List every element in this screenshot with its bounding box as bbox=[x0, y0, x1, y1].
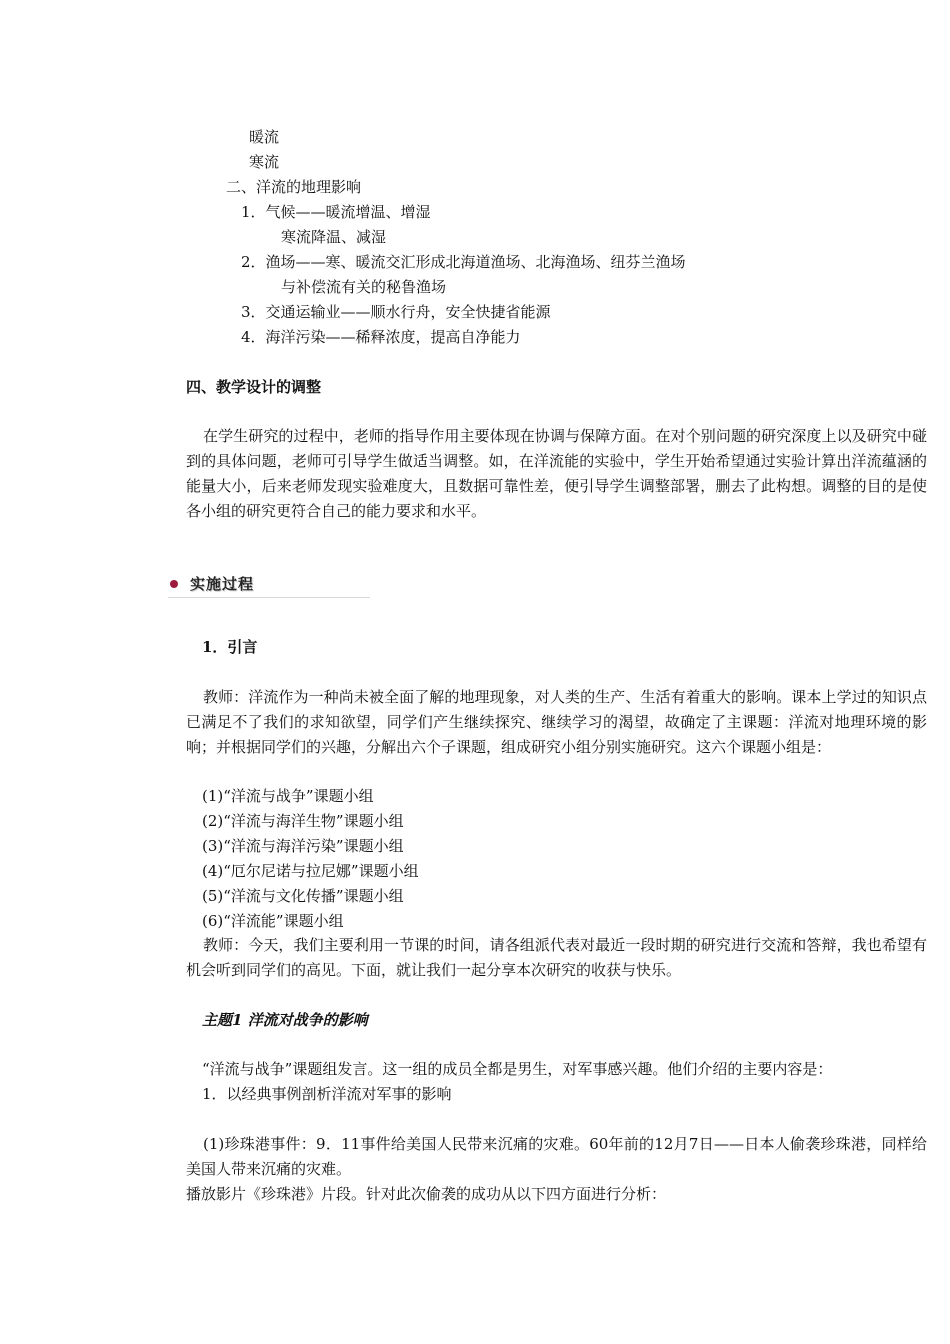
outline-item-fishery-peru: 与补偿流有关的秘鲁渔场 bbox=[281, 278, 447, 296]
topic1-subheading: 1．以经典事例剖析洋流对军事的影响 bbox=[202, 1085, 452, 1103]
section4-paragraph: 在学生研究的过程中，老师的指导作用主要体现在协调与保障方面。在对个别问题的研究深度上以及研究中碰到的具体问题，老师可引导学生做适当调整。如，在洋流能的实验中，学生开始希望通过实验计算出洋流蕴涵的能量大小，后来老师发现实验难度大，且数据可靠性差，便引导学生调整部署，删去了此构想。调整的目的是使各小组的研究更符合自己的能力要求和水平。 bbox=[186, 427, 927, 520]
implementation-banner-label: 实施过程 bbox=[190, 575, 255, 593]
group-item: (2)“洋流与海洋生物”课题小组 bbox=[202, 812, 404, 830]
topic1-intro-line: “洋流与战争”课题组发言。这一组的成员全都是男生，对军事感兴趣。他们介绍的主要内容是： bbox=[202, 1060, 833, 1078]
outline-heading-2: 二、洋流的地理影响 bbox=[226, 178, 362, 196]
group-item: (4)“厄尔尼诺与拉尼娜”课题小组 bbox=[202, 862, 419, 880]
group-item: (3)“洋流与海洋污染”课题小组 bbox=[202, 837, 404, 855]
pearl-harbor-paragraph: (1)珍珠港事件：9．11事件给美国人民带来沉痛的灾难。60年前的12月7日——日本人偷袭珍珠港，同样给美国人带来沉痛的灾难。 bbox=[186, 1135, 927, 1178]
outline-warm-current: 暖流 bbox=[249, 128, 280, 146]
group-item: (1)“洋流与战争”课题小组 bbox=[202, 787, 374, 805]
outline-item-climate-cold: 寒流降温、减湿 bbox=[281, 228, 387, 246]
film-analysis-line: 播放影片《珍珠港》片段。针对此次偷袭的成功从以下四方面进行分析： bbox=[186, 1185, 667, 1203]
intro-heading: 1．引言 bbox=[202, 638, 258, 656]
outline-item-pollution: 4．海洋污染——稀释浓度，提高自净能力 bbox=[241, 328, 521, 346]
bullet-icon bbox=[170, 580, 178, 588]
outline-cold-current: 寒流 bbox=[249, 153, 280, 171]
outline-item-transport: 3．交通运输业——顺水行舟，安全快捷省能源 bbox=[241, 303, 551, 321]
topic1-heading: 主题1 洋流对战争的影响 bbox=[202, 1011, 368, 1029]
teacher-paragraph: 教师：今天，我们主要利用一节课的时间，请各组派代表对最近一段时期的研究进行交流和答辩，我也希望有机会听到同学们的高见。下面，就让我们一起分享本次研究的收获与快乐。 bbox=[186, 936, 927, 979]
group-item: (6)“洋流能”课题小组 bbox=[202, 912, 344, 930]
intro-paragraph: 教师：洋流作为一种尚未被全面了解的地理现象，对人类的生产、生活有着重大的影响。课本上学过的知识点已满足不了我们的求知欲望，同学们产生继续探究、继续学习的渴望，故确定了主课题：洋流对地理环境的影响；并根据同学们的兴趣，分解出六个子课题，组成研究小组分别实施研究。这六个课题小组是： bbox=[186, 688, 927, 756]
outline-item-fishery: 2．渔场——寒、暖流交汇形成北海道渔场、北海渔场、纽芬兰渔场 bbox=[241, 253, 686, 271]
implementation-banner bbox=[168, 572, 370, 598]
outline-item-climate: 1．气候——暖流增温、增湿 bbox=[241, 203, 431, 221]
banner-divider bbox=[168, 597, 370, 598]
section4-heading: 四、教学设计的调整 bbox=[186, 378, 322, 396]
group-item: (5)“洋流与文化传播”课题小组 bbox=[202, 887, 404, 905]
